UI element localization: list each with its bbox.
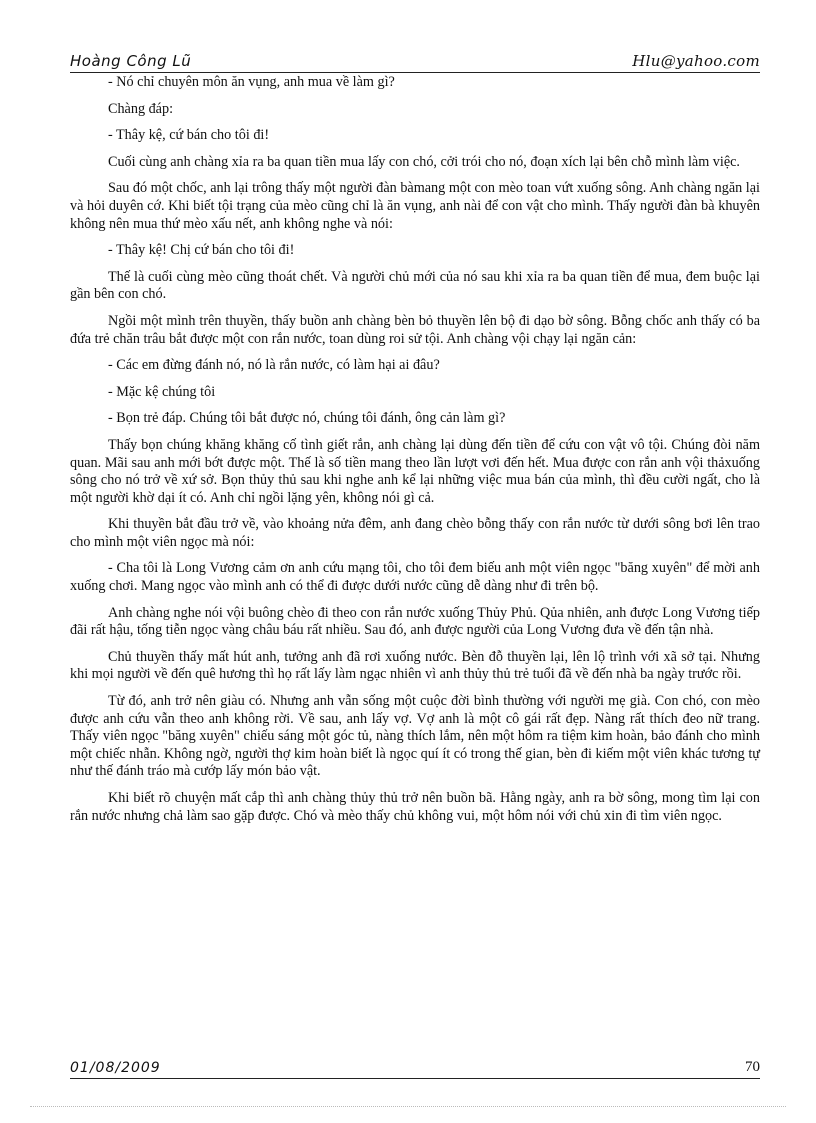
document-body — [70, 74, 760, 834]
page-edge-divider — [30, 1106, 786, 1107]
paragraph: Chủ thuyền thấy mất hút anh, tưởng anh đã rơi xuống nước. Bèn đỗ thuyền lại, lên lộ trình với xã sở tại. Nhưng khi mọi người về đến quê hương thì họ rất lấy làm ngạc nhiên vì anh thủy thủ trẻ tuổi đã về đến nhà ba ngày trước rồi. — [70, 648, 760, 683]
paragraph: Chàng đáp: — [108, 100, 174, 117]
paragraph: - Bọn trẻ đáp. Chúng tôi bắt được nó, chúng tôi đánh, ông cản làm gì? — [108, 410, 506, 427]
paragraph: Khi biết rõ chuyện mất cắp thì anh chàng thủy thủ trở nên buồn bã. Hằng ngày, anh ra bờ sông, mong tìm lại con rắn nước nhưng chả làm sao gặp được. Chó và mèo thấy chủ không vui, một hôm nói với chủ xin đi tìm viên ngọc. — [70, 790, 760, 824]
page-header — [70, 48, 760, 73]
paragraph: - Nó chỉ chuyên môn ăn vụng, anh mua về làm gì? — [108, 74, 395, 90]
paragraph: Thế là cuối cùng mèo cũng thoát chết. Và người chủ mới của nó sau khi xỉa ra ba quan tiền để mua, đem buộc lại gần bên con chó. — [70, 268, 760, 303]
paragraph: Anh chàng nghe nói vội buông chèo đi theo con rắn nước xuống Thủy Phủ. Qủa nhiên, anh được Long Vương tiếp đãi rất hậu, tống tiễn ngọc vàng châu báu rất nhiều. Sau đó, anh được người của Long Vương đưa về đến tận nhà. — [70, 604, 760, 639]
paragraph: - Thây kệ, cứ bán cho tôi đi! — [108, 127, 270, 144]
page-number: 70 — [745, 1059, 760, 1075]
header-author: Hoàng Công Lũ — [70, 52, 192, 70]
paragraph: Ngồi một mình trên thuyền, thấy buồn anh chàng bèn bỏ thuyền lên bộ đi dạo bờ sông. Bỗng chốc anh thấy có ba đứa trẻ chăn trâu bắt được một con rắn nước, toan dùng roi sử tội. Anh chàng vội chạy lại ngăn cản: — [70, 312, 760, 347]
paragraph: Thấy bọn chúng khăng khăng cố tình giết rắn, anh chàng lại dùng đến tiền để cứu con vật vô tội. Chúng đòi năm quan. Mãi sau anh mới bớt được một. Thế là số tiền mang theo lần lượt vơi đến hết. Mua được con rắn anh vội thảxuống sông cho nó trở về xứ sở. Bọn thủy thủ sau khi nghe anh kể lại những việc mua bán của mình, thì đều cười ngất, cho là một người khờ dại ít có. Anh chỉ ngồi lặng yên, không nói gì cả. — [70, 436, 760, 506]
paragraph: - Thây kệ! Chị cứ bán cho tôi đi! — [108, 242, 295, 259]
paragraph: Cuối cùng anh chàng xỉa ra ba quan tiền mua lấy con chó, cởi trói cho nó, đoạn xích lại bên chỗ mình làm việc. — [108, 153, 740, 170]
header-email: Hlu@yahoo.com — [632, 52, 760, 70]
paragraph: - Các em đừng đánh nó, nó là rắn nước, có làm hại ai đâu? — [108, 357, 440, 374]
paragraph: Khi thuyền bắt đầu trở về, vào khoảng nửa đêm, anh đang chèo bỗng thấy con rắn nước từ dưới sông bơi lên trao cho mình một viên ngọc mà nói: — [70, 516, 760, 550]
paragraph: - Cha tôi là Long Vương cảm ơn anh cứu mạng tôi, cho tôi đem biếu anh một viên ngọc "băng xuyên" để mời anh xuống chơi. Mang ngọc vào mình anh có thể đi được dưới nước cũng dễ dàng như đi trên bộ. — [70, 560, 760, 595]
page-footer — [70, 1058, 760, 1079]
paragraph: Từ đó, anh trở nên giàu có. Nhưng anh vẫn sống một cuộc đời bình thường với người mẹ già. Con chó, con mèo được anh cứu vẫn theo anh không rời. Về sau, anh lấy vợ. Vợ anh là một cô gái rất đẹp. Nàng rất thích đeo nữ trang. Thấy viên ngọc "băng xuyên" chiếu sáng một góc tủ, nàng thích lắm, nên một hôm ra tiệm kim hoàn, bảo đánh cho mình một chiếc nhẫn. Không ngờ, người thợ kim hoàn biết là ngọc quí ít có trong thế gian, bèn đi kiếm một viên khác tương tự như thế đánh tráo mà cướp lấy món bảo vật. — [70, 693, 760, 780]
paragraph: Sau đó một chốc, anh lại trông thấy một người đàn bàmang một con mèo toan vứt xuống sông. Anh chàng ngăn lại và hỏi duyên cớ. Khi biết tội trạng của mèo cũng chỉ là ăn vụng, anh nài để con vật cho mình. Thấy người đàn bà khuyên không nên mua thứ mèo xấu nết, anh không nghe và nói: — [70, 180, 760, 232]
paragraph: - Mặc kệ chúng tôi — [108, 383, 216, 400]
footer-date: 01/08/2009 — [70, 1060, 161, 1076]
